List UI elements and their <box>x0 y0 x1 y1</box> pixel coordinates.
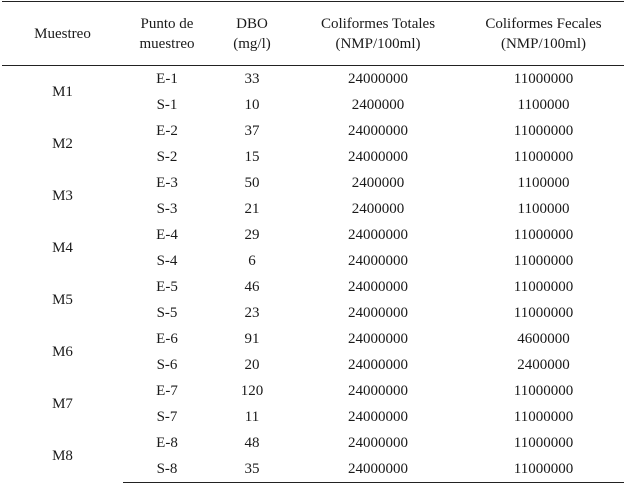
punto-cell: E-8 <box>156 435 178 451</box>
header-dbo <box>211 2 293 66</box>
table-row <box>2 378 624 404</box>
header-coliformes-fecales <box>463 2 624 66</box>
punto-cell: E-5 <box>156 279 178 295</box>
muestreo-cell: M7 <box>52 396 73 412</box>
coliformes-totales-cell: 24000000 <box>348 227 408 243</box>
table-body <box>2 66 624 483</box>
header-dbo-line1: DBO <box>236 15 268 32</box>
coliformes-fecales-cell: 11000000 <box>513 409 574 425</box>
dbo-cell: 6 <box>248 253 256 269</box>
dbo-cell: 33 <box>244 71 260 87</box>
coliformes-totales-cell: 24000000 <box>348 331 408 347</box>
results-table <box>2 1 624 483</box>
dbo-cell: 10 <box>244 97 260 113</box>
header-row <box>2 2 624 66</box>
header-totales-line2: (NMP/100ml) <box>335 35 421 52</box>
coliformes-fecales-cell: 2400000 <box>517 357 570 373</box>
coliformes-fecales-cell: 1100000 <box>517 175 570 191</box>
punto-cell: S-7 <box>156 409 178 425</box>
table-header <box>2 2 624 66</box>
punto-cell: S-1 <box>156 97 178 113</box>
coliformes-totales-cell: 24000000 <box>348 357 408 373</box>
punto-cell: S-2 <box>156 149 178 165</box>
coliformes-fecales-cell: 11000000 <box>513 383 574 399</box>
coliformes-totales-cell: 24000000 <box>348 123 408 139</box>
header-muestreo <box>2 2 123 66</box>
header-fecales-line1: Coliformes Fecales <box>485 15 602 32</box>
dbo-cell: 23 <box>244 305 260 321</box>
punto-cell: E-1 <box>156 71 178 87</box>
table-row <box>2 118 624 144</box>
coliformes-totales-cell: 24000000 <box>348 253 408 269</box>
muestreo-cell: M8 <box>52 448 73 465</box>
muestreo-cell: M5 <box>52 292 73 308</box>
header-muestreo-label: Muestreo <box>34 25 91 42</box>
table-row <box>2 66 624 93</box>
muestreo-cell: M1 <box>52 84 73 100</box>
header-coliformes-totales <box>293 2 463 66</box>
coliformes-fecales-cell: 11000000 <box>513 71 574 87</box>
dbo-cell: 48 <box>244 435 260 451</box>
dbo-cell: 91 <box>244 331 260 347</box>
coliformes-fecales-cell: 11000000 <box>513 149 574 165</box>
dbo-cell: 21 <box>244 201 260 217</box>
punto-cell: E-3 <box>156 175 178 191</box>
dbo-cell: 11 <box>244 409 260 425</box>
table-row <box>2 326 624 352</box>
dbo-cell: 35 <box>211 456 293 483</box>
dbo-cell: 46 <box>244 279 260 295</box>
punto-cell: E-6 <box>156 331 178 347</box>
coliformes-fecales-cell: 11000000 <box>513 279 574 295</box>
punto-cell: S-4 <box>156 253 178 269</box>
coliformes-totales-cell: 24000000 <box>348 71 408 87</box>
punto-cell: S-8 <box>123 456 211 483</box>
coliformes-fecales-cell: 11000000 <box>513 305 574 321</box>
punto-cell: E-7 <box>156 383 178 399</box>
table-row <box>2 430 624 456</box>
table-row <box>2 222 624 248</box>
muestreo-cell: M6 <box>52 344 73 360</box>
header-punto-line2: muestreo <box>139 35 195 52</box>
coliformes-fecales-cell: 11000000 <box>513 435 574 451</box>
header-dbo-line2: (mg/l) <box>233 35 271 52</box>
coliformes-fecales-cell: 1100000 <box>517 201 570 217</box>
coliformes-totales-cell: 24000000 <box>348 149 408 165</box>
coliformes-fecales-cell: 4600000 <box>517 331 570 347</box>
coliformes-fecales-cell: 11000000 <box>513 123 574 139</box>
punto-cell: S-5 <box>156 305 178 321</box>
header-punto-line1: Punto de <box>140 15 194 32</box>
header-punto <box>123 2 211 66</box>
coliformes-totales-cell: 2400000 <box>351 201 405 217</box>
punto-cell: E-4 <box>156 227 178 243</box>
coliformes-totales-cell: 24000000 <box>348 305 408 321</box>
coliformes-totales-cell: 2400000 <box>351 97 405 113</box>
header-fecales-line2: (NMP/100ml) <box>500 35 586 52</box>
dbo-cell: 50 <box>244 175 260 191</box>
coliformes-totales-cell: 24000000 <box>348 383 408 399</box>
coliformes-fecales-cell: 11000000 <box>463 456 624 483</box>
muestreo-cell: M2 <box>52 136 73 152</box>
dbo-cell: 120 <box>240 383 264 399</box>
dbo-cell: 15 <box>244 149 260 165</box>
muestreo-cell: M4 <box>52 240 73 256</box>
coliformes-totales-cell: 24000000 <box>293 456 463 483</box>
muestreo-cell: M3 <box>52 188 73 204</box>
coliformes-fecales-cell: 1100000 <box>517 97 570 113</box>
table-row <box>2 170 624 196</box>
dbo-cell: 20 <box>244 357 260 373</box>
coliformes-totales-cell: 24000000 <box>348 279 408 295</box>
punto-cell: S-6 <box>156 357 178 373</box>
coliformes-fecales-cell: 11000000 <box>513 253 574 269</box>
coliformes-totales-cell: 24000000 <box>348 409 408 425</box>
coliformes-fecales-cell: 11000000 <box>513 227 574 243</box>
punto-cell: S-3 <box>156 201 178 217</box>
header-totales-line1: Coliformes Totales <box>320 15 436 32</box>
dbo-cell: 37 <box>244 123 260 139</box>
punto-cell: E-2 <box>156 123 178 139</box>
coliformes-totales-cell: 24000000 <box>348 435 408 451</box>
dbo-cell: 29 <box>244 227 260 243</box>
table-row <box>2 274 624 300</box>
coliformes-totales-cell: 2400000 <box>351 175 405 191</box>
